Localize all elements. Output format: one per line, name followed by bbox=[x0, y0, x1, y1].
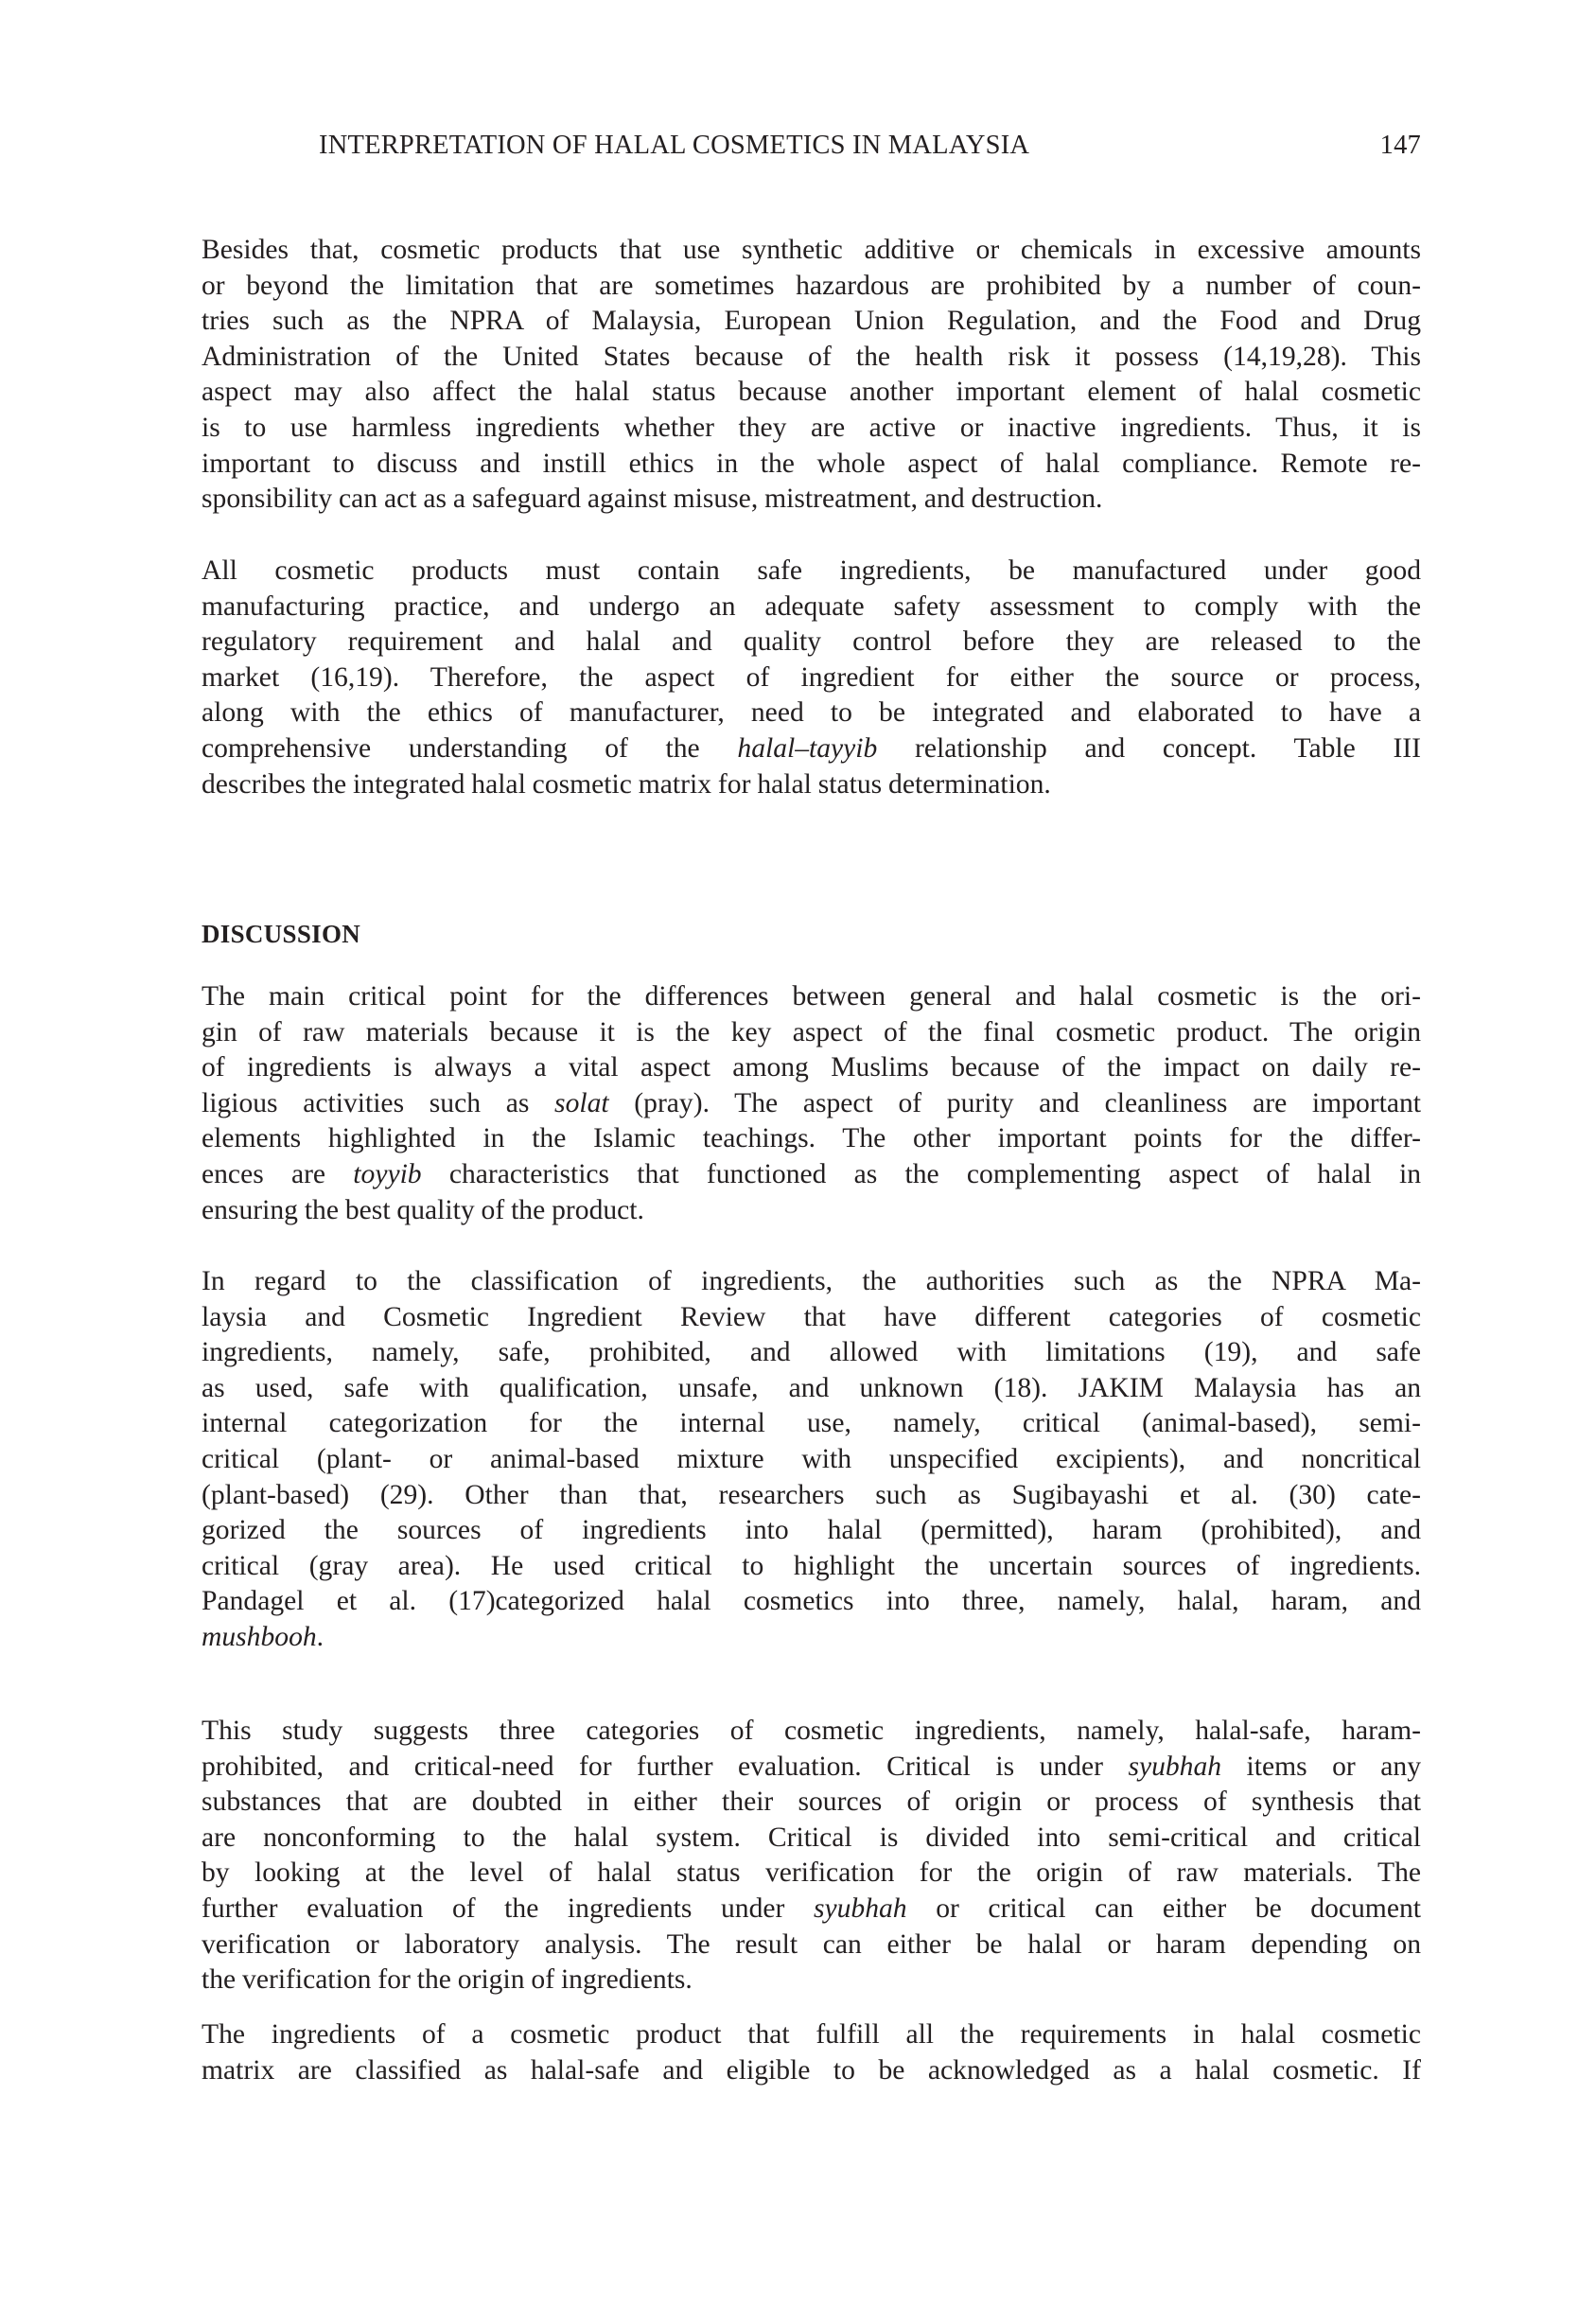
text-run: ligious activities such as bbox=[202, 1087, 555, 1118]
text-run: further evaluation of the ingredients under bbox=[202, 1892, 814, 1924]
text-run: characteristics that functioned as the complementing aspect of halal in bbox=[421, 1158, 1421, 1189]
text-line bbox=[202, 1121, 1421, 1157]
text-line bbox=[202, 979, 1421, 1015]
text-run: The ingredients of a cosmetic product that fulfill all the requirements in halal cosmetic bbox=[202, 2019, 1421, 2050]
text-run: aspect may also affect the halal status because another important element of halal cosmetic bbox=[202, 377, 1421, 408]
text-run: ensuring the best quality of the product. bbox=[202, 1194, 644, 1225]
text-line bbox=[202, 2053, 1421, 2089]
text-line bbox=[202, 1015, 1421, 1051]
text-line bbox=[202, 1856, 1421, 1892]
text-line bbox=[202, 1928, 1421, 1963]
text-line bbox=[202, 1549, 1421, 1585]
text-line bbox=[202, 1406, 1421, 1442]
text-line bbox=[202, 233, 1421, 269]
text-line bbox=[202, 1157, 1421, 1193]
text-line bbox=[202, 1821, 1421, 1857]
text-run: All cosmetic products must contain safe ingredients, be manufactured under good bbox=[202, 555, 1421, 586]
text-line bbox=[202, 1371, 1421, 1407]
text-run: manufacturing practice, and undergo an adequate safety assessment to comply with the bbox=[202, 590, 1421, 622]
text-line bbox=[202, 411, 1421, 447]
text-run: are nonconforming to the halal system. Critical is divided into semi-critical and critical bbox=[202, 1822, 1421, 1853]
italic-term: solat bbox=[554, 1087, 609, 1118]
text-run: critical (plant- or animal-based mixture with unspecified excipients), and noncritical bbox=[202, 1443, 1421, 1474]
text-run: verification or laboratory analysis. The result can either be halal or haram depending on bbox=[202, 1928, 1421, 1960]
text-line bbox=[202, 1086, 1421, 1122]
text-line bbox=[202, 1620, 1421, 1656]
text-line bbox=[202, 731, 1421, 767]
text-line bbox=[202, 1892, 1421, 1928]
text-run: describes the integrated halal cosmetic matrix for halal status determination. bbox=[202, 768, 1051, 800]
text-line bbox=[202, 375, 1421, 411]
text-line bbox=[202, 304, 1421, 340]
text-line bbox=[202, 482, 1421, 518]
text-run: Administration of the United States because of the health risk it possess (14,19,28). This bbox=[202, 341, 1421, 372]
text-run: or critical can either be document bbox=[906, 1892, 1421, 1924]
text-run: internal categorization for the internal use, namely, critical (animal-based), semi- bbox=[202, 1408, 1421, 1439]
text-run: the verification for the origin of ingredients. bbox=[202, 1964, 693, 1996]
italic-term: toyyib bbox=[353, 1158, 422, 1189]
paragraph-synthetic-additives bbox=[202, 233, 1421, 518]
italic-term: halal–tayyib bbox=[737, 732, 878, 764]
text-line bbox=[202, 1785, 1421, 1821]
text-line bbox=[202, 1050, 1421, 1086]
text-line bbox=[202, 1335, 1421, 1371]
paragraph-safe-ingredients bbox=[202, 554, 1421, 802]
text-line bbox=[202, 1300, 1421, 1336]
text-run: is to use harmless ingredients whether they are active or inactive ingredients. Thus, it is bbox=[202, 412, 1421, 443]
text-run: The main critical point for the differences between general and halal cosmetic is the ori- bbox=[202, 981, 1421, 1012]
text-run: regulatory requirement and halal and quality control before they are released to the bbox=[202, 626, 1421, 658]
text-run: items or any bbox=[1221, 1751, 1421, 1782]
text-run: ingredients, namely, safe, prohibited, and allowed with limitations (19), and safe bbox=[202, 1337, 1421, 1368]
text-run: ences are bbox=[202, 1158, 354, 1189]
text-line bbox=[202, 625, 1421, 660]
text-run: of ingredients is always a vital aspect among Muslims because of the impact on daily re- bbox=[202, 1052, 1421, 1083]
italic-term: syubhah bbox=[1128, 1751, 1222, 1782]
text-run: comprehensive understanding of the bbox=[202, 732, 738, 764]
paragraph-classification bbox=[202, 1264, 1421, 1656]
text-line bbox=[202, 340, 1421, 376]
text-line bbox=[202, 1750, 1421, 1786]
text-line bbox=[202, 590, 1421, 625]
text-run: . bbox=[316, 1621, 324, 1652]
paragraph-halal-safe bbox=[202, 2017, 1421, 2088]
text-run: or beyond the limitation that are sometimes hazardous are prohibited by a number of coun- bbox=[202, 270, 1421, 301]
text-run: market (16,19). Therefore, the aspect of ingredient for either the source or process, bbox=[202, 661, 1421, 693]
text-run: (plant-based) (29). Other than that, researchers such as Sugibayashi et al. (30) cate- bbox=[202, 1479, 1421, 1510]
text-run: by looking at the level of halal status verification for the origin of raw materials. The bbox=[202, 1857, 1421, 1889]
text-line bbox=[202, 1478, 1421, 1514]
text-line bbox=[202, 1714, 1421, 1750]
section-heading-discussion: DISCUSSION bbox=[202, 920, 361, 948]
text-line bbox=[202, 1264, 1421, 1300]
text-run: along with the ethics of manufacturer, need to be integrated and elaborated to have a bbox=[202, 697, 1421, 729]
italic-term: syubhah bbox=[813, 1892, 907, 1924]
running-header bbox=[202, 131, 1421, 168]
text-run: substances that are doubted in either their sources of origin or process of synthesis that bbox=[202, 1787, 1421, 1818]
text-run: Besides that, cosmetic products that use synthetic additive or chemicals in excessive amounts bbox=[202, 235, 1421, 265]
text-run: as used, safe with qualification, unsafe, and unknown (18). JAKIM Malaysia has an bbox=[202, 1372, 1421, 1403]
paragraph-critical-point bbox=[202, 979, 1421, 1228]
text-run: prohibited, and critical-need for further evaluation. Critical is under bbox=[202, 1751, 1129, 1782]
text-line bbox=[202, 1442, 1421, 1478]
text-line bbox=[202, 447, 1421, 483]
text-run: tries such as the NPRA of Malaysia, European Union Regulation, and the Food and Drug bbox=[202, 306, 1421, 337]
running-title: INTERPRETATION OF HALAL COSMETICS IN MALAYSIA bbox=[319, 131, 1030, 160]
text-line bbox=[202, 660, 1421, 696]
italic-term: mushbooh bbox=[202, 1621, 317, 1652]
text-run: (pray). The aspect of purity and cleanliness are important bbox=[608, 1087, 1421, 1118]
text-line bbox=[202, 2017, 1421, 2053]
text-line bbox=[202, 554, 1421, 590]
text-run: relationship and concept. Table III bbox=[877, 732, 1422, 764]
text-line bbox=[202, 1193, 1421, 1229]
text-line bbox=[202, 1584, 1421, 1620]
page-number: 147 bbox=[1379, 131, 1421, 160]
text-run: Pandagel et al. (17)categorized halal cosmetics into three, namely, halal, haram, and bbox=[202, 1586, 1421, 1617]
text-run: This study suggests three categories of cosmetic ingredients, namely, halal-safe, haram- bbox=[202, 1716, 1421, 1746]
text-line bbox=[202, 767, 1421, 803]
paragraph-three-categories bbox=[202, 1714, 1421, 1998]
text-line bbox=[202, 695, 1421, 731]
text-line bbox=[202, 269, 1421, 305]
text-line bbox=[202, 1963, 1421, 1998]
text-run: gorized the sources of ingredients into halal (permitted), haram (prohibited), and bbox=[202, 1515, 1421, 1546]
text-run: laysia and Cosmetic Ingredient Review that have different categories of cosmetic bbox=[202, 1301, 1421, 1332]
text-run: elements highlighted in the Islamic teachings. The other important points for the differ- bbox=[202, 1123, 1421, 1154]
text-run: gin of raw materials because it is the key aspect of the final cosmetic product. The origin bbox=[202, 1016, 1421, 1047]
text-run: sponsibility can act as a safeguard against misuse, mistreatment, and destruction. bbox=[202, 484, 1103, 515]
text-run: important to discuss and instill ethics in the whole aspect of halal compliance. Remote re- bbox=[202, 448, 1421, 479]
text-run: In regard to the classification of ingredients, the authorities such as the NPRA Ma- bbox=[202, 1266, 1421, 1296]
text-run: matrix are classified as halal-safe and eligible to be acknowledged as a halal cosmetic. If bbox=[202, 2054, 1421, 2086]
text-run: critical (gray area). He used critical to highlight the uncertain sources of ingredients. bbox=[202, 1550, 1421, 1581]
text-line bbox=[202, 1513, 1421, 1549]
